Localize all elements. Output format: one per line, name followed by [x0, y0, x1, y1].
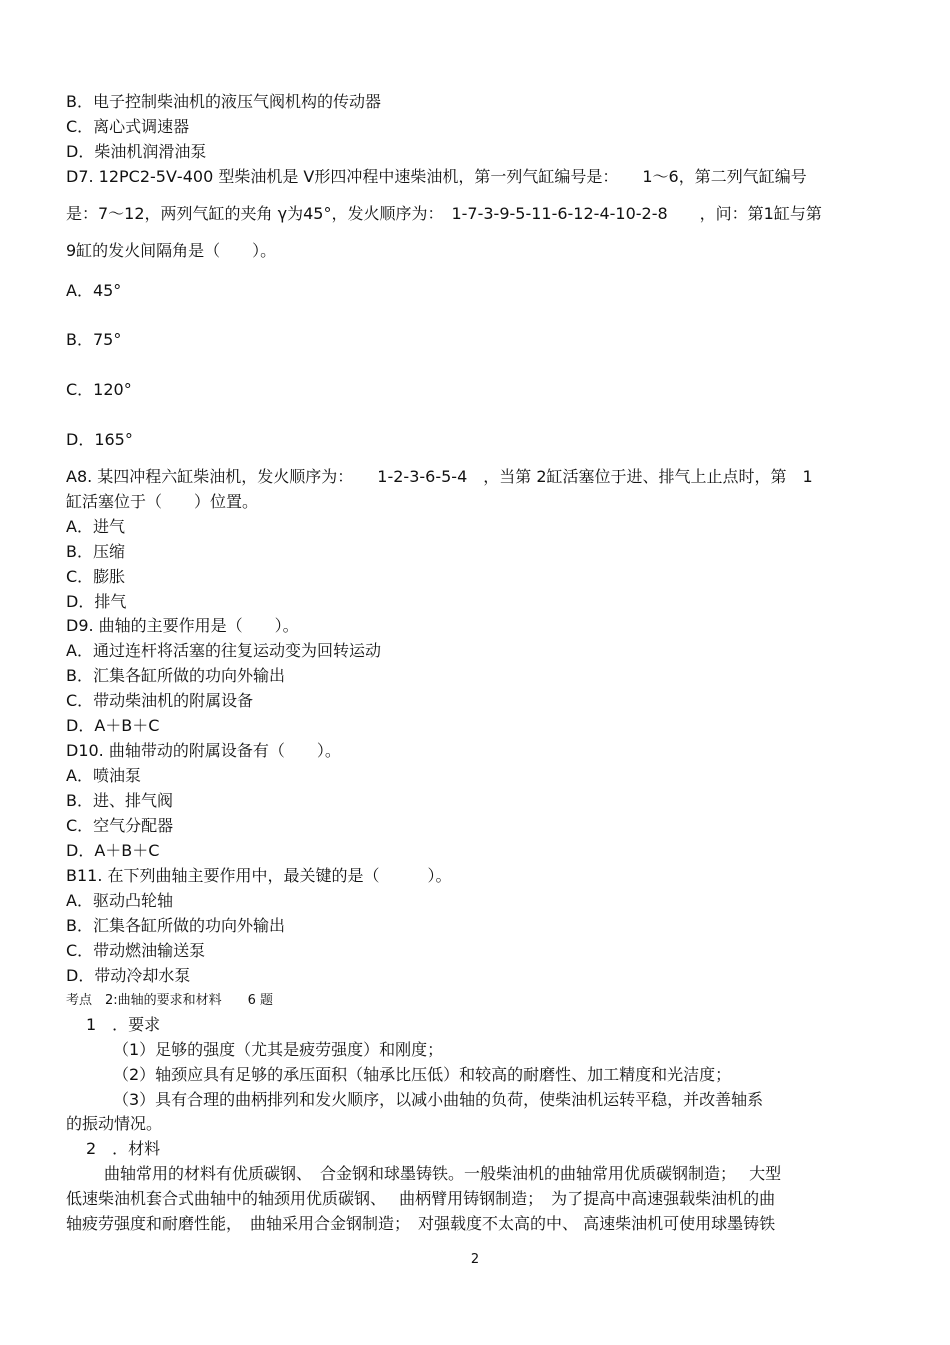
q8-option-b: B．压缩	[66, 542, 125, 561]
materials-para-line1: 曲轴常用的材料有优质碳钢、 合金钢和球墨铸铁。一般柴油机的曲轴常用优质碳钢制造； 大型	[104, 1164, 782, 1183]
q10-option-a: A．喷油泵	[66, 766, 141, 785]
subheading-materials: 2 ．材料	[86, 1139, 161, 1158]
q7-stem-line1: D7. 12PC2-5Ⅴ-400 型柴油机是 V形四冲程中速柴油机，第一列气缸编号是： 1～6，第二列气缸编号	[66, 167, 807, 186]
q7-option-b: B．75°	[66, 330, 122, 349]
q8-option-a: A．进气	[66, 517, 125, 536]
q10-stem: D10. 曲轴带动的附属设备有（ ）。	[66, 741, 341, 760]
q9-option-c: C．带动柴油机的附属设备	[66, 691, 254, 710]
q6-option-d: D．柴油机润滑油泵	[66, 142, 207, 161]
q9-option-a: A．通过连杆将活塞的往复运动变为回转运动	[66, 641, 381, 660]
section-heading-kaodian: 考点 2:曲轴的要求和材料 6 题	[66, 993, 274, 1008]
subheading-requirements: 1 ．要求	[86, 1015, 161, 1034]
materials-para-line2: 低速柴油机套合式曲轴中的轴颈用优质碳钢、 曲柄臂用铸钢制造； 为了提高中高速强载柴油机的曲	[66, 1189, 776, 1208]
q11-option-c: C．带动燃油输送泵	[66, 941, 206, 960]
requirement-3: （3）具有合理的曲柄排列和发火顺序，以减小曲轴的负荷，使柴油机运转平稳，并改善轴系	[113, 1090, 764, 1109]
q9-option-b: B．汇集各缸所做的功向外输出	[66, 666, 285, 685]
requirement-1: （1）足够的强度（尤其是疲劳强度）和刚度；	[113, 1040, 444, 1059]
q6-option-b: B．电子控制柴油机的液压气阀机构的传动器	[66, 92, 381, 111]
q7-stem-line2: 是：7～12，两列气缸的夹角 γ为45°，发火顺序为： 1-7-3-9-5-11-6-12-4-10-2-8 ，问：第1缸与第	[66, 204, 822, 223]
q10-option-d: D．A＋B＋C	[66, 841, 160, 860]
q10-option-c: C．空气分配器	[66, 816, 174, 835]
requirement-2: （2）轴颈应具有足够的承压面积（轴承比压低）和较高的耐磨性、加工精度和光洁度；	[113, 1065, 732, 1084]
q8-stem-line2: 缸活塞位于（ ）位置。	[66, 492, 259, 511]
page-number: 2	[470, 1252, 480, 1267]
q8-stem-line1: A8. 某四冲程六缸柴油机，发火顺序为： 1-2-3-6-5-4 ，当第 2缸活塞位于进、排气上止点时，第 1	[66, 467, 813, 486]
q8-option-c: C．膨胀	[66, 567, 126, 586]
materials-para-line3: 轴疲劳强度和耐磨性能， 曲轴采用合金钢制造； 对强载度不太高的中、 高速柴油机可使用球墨铸铁	[66, 1214, 776, 1233]
q11-option-d: D．带动冷却水泵	[66, 966, 191, 985]
q8-option-d: D．排气	[66, 592, 127, 611]
q9-stem: D9. 曲轴的主要作用是（ ）。	[66, 616, 299, 635]
q7-option-c: C．120°	[66, 380, 132, 399]
q11-stem: B11. 在下列曲轴主要作用中，最关键的是（ ）。	[66, 866, 452, 885]
q10-option-b: B．进、排气阀	[66, 791, 173, 810]
q9-option-d: D．A＋B＋C	[66, 716, 160, 735]
q7-option-a: A．45°	[66, 281, 122, 300]
q7-stem-line3: 9缸的发火间隔角是（ ）。	[66, 241, 277, 260]
q11-option-a: A．驱动凸轮轴	[66, 891, 173, 910]
requirement-3-cont: 的振动情况。	[66, 1114, 163, 1133]
q6-option-c: C．离心式调速器	[66, 117, 190, 136]
q11-option-b: B．汇集各缸所做的功向外输出	[66, 916, 285, 935]
q7-option-d: D．165°	[66, 430, 133, 449]
